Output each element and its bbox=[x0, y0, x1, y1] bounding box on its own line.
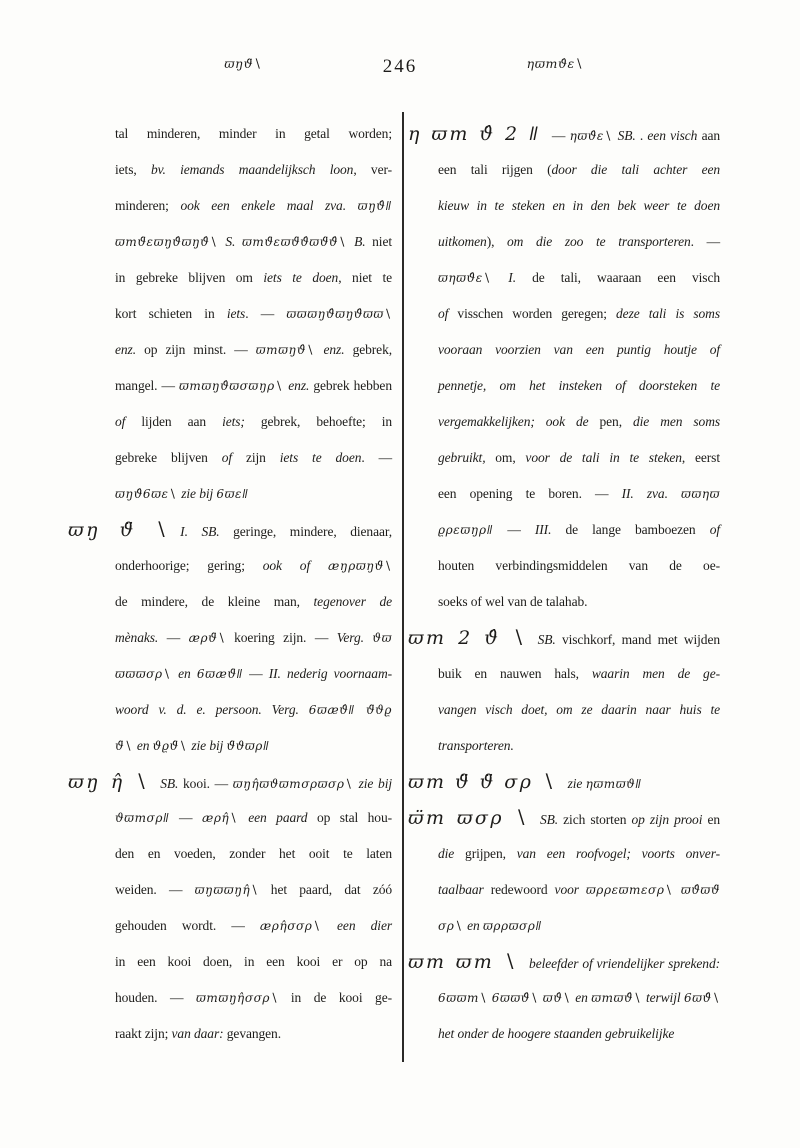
text-line bbox=[438, 908, 720, 944]
text-segment: of bbox=[709, 522, 721, 537]
text-line bbox=[438, 584, 720, 620]
text-line bbox=[115, 404, 392, 440]
javanese-script: ϖŋϑ̂ǁ bbox=[357, 199, 392, 213]
javanese-script: 6ϖæϑ̈ǁ bbox=[196, 667, 244, 681]
text-segment: een dier bbox=[337, 918, 392, 933]
text-segment: iets te doen bbox=[263, 270, 339, 285]
text-segment: onderhoorige; gering; bbox=[115, 558, 263, 573]
text-line bbox=[438, 152, 720, 188]
text-segment: gebruikt, bbox=[438, 450, 486, 465]
text-segment: II. zva. bbox=[621, 486, 682, 501]
javanese-script: ϖŋη̂ϖϑϖmσρϖσρ∖ bbox=[232, 777, 359, 791]
javanese-script: 6ϖϖm∖ 6ϖϖϑ̂∖ ϖϑ̂∖ bbox=[438, 991, 576, 1005]
column-divider-rule bbox=[402, 112, 404, 1062]
text-segment: kieuw in te steken en in den bek weer te doen bbox=[438, 198, 720, 213]
javanese-script: 6ϖεǁ bbox=[216, 487, 249, 501]
text-line bbox=[115, 692, 392, 728]
text-segment: SB. bbox=[539, 812, 559, 827]
entry-headword-javanese: η ϖm ϑ̂ 2 ǁ bbox=[408, 123, 541, 145]
text-segment: soeks of wel van de talahab. bbox=[438, 594, 588, 609]
text-line bbox=[115, 188, 392, 224]
text-segment: of bbox=[221, 450, 233, 465]
text-line bbox=[115, 368, 392, 404]
text-segment: mènaks. bbox=[115, 630, 159, 645]
text-segment: het onder de hoogere staanden gebruikelijke bbox=[438, 1026, 675, 1041]
text-line bbox=[115, 476, 392, 512]
dictionary-entry bbox=[68, 116, 392, 512]
javanese-script: ϱρεϖŋρǁ bbox=[438, 523, 494, 537]
text-segment: ), bbox=[486, 234, 508, 249]
text-segment: lijden aan bbox=[125, 414, 223, 429]
text-segment: — bbox=[169, 810, 202, 825]
text-line bbox=[438, 872, 720, 908]
javanese-script: ϑ̈ϑϖρǁ bbox=[226, 739, 270, 753]
text-segment: — bbox=[551, 128, 570, 143]
text-line bbox=[115, 980, 392, 1016]
text-segment: voor bbox=[554, 882, 586, 897]
javanese-script: ϖϖϖσρ∖ bbox=[115, 667, 179, 681]
javanese-script: ϖŋϖϖŋη̂∖ bbox=[194, 883, 259, 897]
javanese-script: æρϑ̈∖ bbox=[188, 631, 226, 645]
text-line bbox=[438, 296, 720, 332]
text-segment: iets, bbox=[115, 162, 151, 177]
text-segment: houten verbindingsmiddelen van de oe- bbox=[438, 558, 720, 573]
text-segment: op zijn prooi bbox=[631, 812, 703, 827]
text-segment: om die zoo te transporteren bbox=[507, 234, 691, 249]
text-segment: visschen worden geregen; bbox=[448, 306, 617, 321]
text-segment: een opening te boren. — bbox=[438, 486, 622, 501]
text-segment: de mindere, de kleine man, bbox=[115, 594, 314, 609]
dictionary-entry bbox=[68, 512, 392, 764]
text-line bbox=[115, 656, 392, 692]
text-segment: het paard, dat zóó bbox=[258, 882, 393, 897]
text-segment: iets te doen bbox=[279, 450, 362, 465]
text-segment: SB. bbox=[160, 776, 179, 791]
javanese-script: 6ϖϑ̂∖ bbox=[683, 991, 720, 1005]
text-segment: . — bbox=[245, 306, 287, 321]
text-line bbox=[115, 836, 392, 872]
javanese-script: ϖρρεϖmεσρ∖ ϖϑ̂ϖϑ̈ bbox=[585, 883, 720, 897]
text-line bbox=[438, 332, 720, 368]
text-line bbox=[115, 548, 392, 584]
text-segment: ook de bbox=[545, 414, 589, 429]
text-line bbox=[115, 440, 392, 476]
text-segment: en bbox=[136, 738, 153, 753]
text-segment: zie bij bbox=[181, 486, 217, 501]
text-line bbox=[115, 800, 392, 836]
text-segment: een paard bbox=[248, 810, 308, 825]
text-segment: van daar: bbox=[171, 1026, 224, 1041]
javanese-script: ϖϖϖŋϑ̂ϖŋϑ̂ϖϖ∖ bbox=[286, 307, 392, 321]
text-line bbox=[438, 260, 720, 296]
text-segment: een visch bbox=[647, 128, 698, 143]
text-segment: . — bbox=[361, 450, 392, 465]
javanese-script: ϖϖηϖ bbox=[681, 487, 720, 501]
text-line bbox=[115, 872, 392, 908]
text-segment: enz. bbox=[288, 378, 310, 393]
text-segment: minderen; bbox=[115, 198, 181, 213]
text-line bbox=[438, 512, 720, 548]
text-segment: ook of bbox=[262, 558, 328, 573]
text-segment: de tali, waaraan een visch bbox=[515, 270, 720, 285]
text-segment: — bbox=[158, 630, 189, 645]
text-segment: op stal hou- bbox=[307, 810, 392, 825]
text-line bbox=[115, 944, 392, 980]
javanese-script: ϖmϖŋϑ̂ϖσϖŋρ∖ bbox=[179, 379, 289, 393]
text-line bbox=[115, 332, 392, 368]
text-segment: taalbaar bbox=[438, 882, 484, 897]
text-segment: enz. bbox=[323, 342, 345, 357]
text-line bbox=[115, 296, 392, 332]
text-segment: I. bbox=[508, 270, 516, 285]
javanese-script: ϖmϖŋη̂σσρ∖ bbox=[195, 991, 279, 1005]
text-segment: redewoord bbox=[483, 882, 555, 897]
text-segment: niet bbox=[372, 234, 392, 249]
javanese-script: æρη̂∖ bbox=[201, 811, 249, 825]
text-line bbox=[438, 440, 720, 476]
text-segment: in gebreke blijven om bbox=[115, 270, 264, 285]
text-segment: iets; bbox=[222, 414, 245, 429]
dictionary-entry bbox=[408, 116, 720, 620]
text-line bbox=[438, 836, 720, 872]
text-segment: uitkomen bbox=[438, 234, 487, 249]
dictionary-entry bbox=[408, 944, 720, 1052]
text-segment: koering zijn. — bbox=[225, 630, 337, 645]
text-line bbox=[438, 188, 720, 224]
text-segment: , eerst bbox=[681, 450, 720, 465]
javanese-script: ϖmϑ̈εϖŋϑ̂ϖŋϑ̂∖ bbox=[115, 235, 226, 249]
text-segment: in een kooi doen, in een kooi er op na bbox=[115, 954, 392, 969]
text-segment: vergemakkelijken; bbox=[438, 414, 535, 429]
text-segment: enz. bbox=[115, 342, 136, 357]
text-segment: zie bij bbox=[191, 738, 227, 753]
text-line bbox=[438, 692, 720, 728]
text-segment: gebreke blijven bbox=[115, 450, 222, 465]
text-segment: van een roofvogel; voorts onver- bbox=[516, 846, 720, 861]
text-segment: gebrek, behoefte; in bbox=[244, 414, 393, 429]
text-segment: — bbox=[493, 522, 535, 537]
text-line bbox=[115, 1016, 392, 1052]
page-number: 246 bbox=[382, 56, 418, 77]
javanese-script: ηϖmϖϑǁ bbox=[585, 777, 642, 791]
text-segment: B. bbox=[354, 234, 373, 249]
text-line bbox=[438, 476, 720, 512]
text-segment: zich storten bbox=[558, 812, 632, 827]
text-line bbox=[408, 800, 720, 836]
text-segment: III. bbox=[534, 522, 552, 537]
text-segment: houden. — bbox=[115, 990, 196, 1005]
left-text-column bbox=[68, 116, 392, 1052]
text-segment: in de kooi ge- bbox=[278, 990, 392, 1005]
javanese-script: ϑϖmσρǁ bbox=[115, 811, 170, 825]
text-segment: weiden. — bbox=[115, 882, 195, 897]
text-segment: den en voeden, zonder het ooit te laten bbox=[115, 846, 392, 861]
text-segment: deze tali is soms bbox=[616, 306, 720, 321]
text-segment: en bbox=[575, 990, 592, 1005]
javanese-script: σρ∖ bbox=[438, 919, 468, 933]
text-segment: tegenover de bbox=[313, 594, 393, 609]
text-segment: zijn bbox=[232, 450, 280, 465]
text-segment: iets bbox=[226, 306, 246, 321]
text-segment: en bbox=[178, 666, 197, 681]
text-segment: kooi. — bbox=[178, 776, 233, 791]
text-segment: pen, bbox=[588, 414, 633, 429]
text-segment: zie bij bbox=[358, 776, 392, 791]
text-segment: gebrek hebben bbox=[309, 378, 392, 393]
javanese-script: ϑϖ bbox=[372, 631, 392, 645]
text-segment: de lange bamboezen bbox=[551, 522, 710, 537]
entry-headword-javanese: ϖm 2 ϑ̂ ∖ bbox=[408, 627, 527, 649]
javanese-script: ηϖϑ̂ε∖ bbox=[569, 129, 618, 143]
javanese-script: ϖηϖϑ̂ε∖ bbox=[438, 271, 509, 285]
text-segment: SB. bbox=[617, 128, 636, 143]
text-line bbox=[115, 224, 392, 260]
javanese-script: ϖmϑ̈εϖϑ̈ϑ̂ϖϑ̈ϑ̂∖ bbox=[241, 235, 355, 249]
entry-headword-javanese: ϖm ϖm ∖ bbox=[408, 951, 519, 973]
text-segment: vangen visch doet, om ze daarin naar huis te bbox=[438, 702, 720, 717]
text-segment: die men soms bbox=[633, 414, 720, 429]
text-line bbox=[438, 548, 720, 584]
right-text-column bbox=[408, 116, 720, 1052]
text-segment: S. bbox=[225, 234, 242, 249]
entry-headword-javanese: ϖm ϑ̈ ϑ̈ σρ ∖ bbox=[408, 771, 557, 793]
header-catchword-left-javanese: ϖŋϑ̈∖ bbox=[224, 56, 262, 71]
text-line bbox=[408, 764, 720, 800]
text-line bbox=[408, 944, 720, 980]
text-line bbox=[438, 728, 720, 764]
text-segment: en bbox=[467, 918, 483, 933]
text-segment: een tali rijgen ( bbox=[438, 162, 552, 177]
text-segment: ook een enkele maal zva. bbox=[180, 198, 358, 213]
text-line bbox=[68, 764, 392, 800]
dictionary-entry bbox=[408, 800, 720, 944]
text-segment: vooraan voorzien van een puntig houtje of bbox=[438, 342, 720, 357]
text-line bbox=[115, 116, 392, 152]
dictionary-entry bbox=[68, 764, 392, 1052]
text-line bbox=[408, 620, 720, 656]
text-segment: gevangen. bbox=[223, 1026, 281, 1041]
header-catchword-right-javanese: ηϖmϑ̂ε∖ bbox=[526, 56, 584, 71]
javanese-script: ϑϱϑ̈∖ bbox=[152, 739, 192, 753]
text-segment: kort schieten in bbox=[115, 306, 227, 321]
text-segment: , ver- bbox=[353, 162, 392, 177]
text-line bbox=[438, 1016, 720, 1052]
text-line bbox=[438, 368, 720, 404]
text-segment: bv. iemands maandelijksch loon bbox=[150, 162, 354, 177]
text-segment: . bbox=[635, 128, 648, 143]
javanese-script: æρη̂σσρ∖ bbox=[259, 919, 338, 933]
text-segment: SB. bbox=[537, 632, 556, 647]
entry-headword-javanese: ϖŋ η̂ ∖ bbox=[68, 771, 150, 793]
text-segment: vischkorf, mand met wijden bbox=[555, 632, 720, 647]
entry-headword-javanese: ϖ̈m ϖσρ ∖ bbox=[408, 807, 529, 829]
text-segment: gehouden wordt. — bbox=[115, 918, 260, 933]
text-line bbox=[115, 152, 392, 188]
dictionary-entry bbox=[408, 620, 720, 764]
dictionary-entry bbox=[408, 764, 720, 800]
text-line bbox=[115, 260, 392, 296]
javanese-script: æŋρϖŋϑ̈∖ bbox=[328, 559, 392, 573]
text-line bbox=[115, 908, 392, 944]
entry-headword-javanese: ϖŋ ϑ̈ ∖ bbox=[68, 519, 170, 541]
javanese-script: 6ϖæϑ̂ǁ ϑ̈ϑϱ bbox=[308, 703, 393, 717]
text-segment: I. SB. bbox=[180, 524, 220, 539]
javanese-script: ϖρρϖσρǁ bbox=[482, 919, 542, 933]
text-line bbox=[438, 980, 720, 1016]
text-line bbox=[438, 404, 720, 440]
text-line bbox=[408, 116, 720, 152]
text-segment: of bbox=[115, 414, 126, 429]
text-segment: tal minderen, minder in getal worden; bbox=[115, 126, 392, 141]
text-segment: grijpen, bbox=[454, 846, 517, 861]
text-segment: buik en nauwen hals, bbox=[438, 666, 592, 681]
text-segment: raakt zijn; bbox=[115, 1026, 172, 1041]
text-line bbox=[438, 656, 720, 692]
text-segment: waarin men de ge- bbox=[591, 666, 720, 681]
text-segment: pennetje, om het insteken of doorsteken te bbox=[438, 378, 720, 393]
text-segment: op zijn minst. — bbox=[135, 342, 256, 357]
javanese-script: ϑ̈∖ bbox=[115, 739, 137, 753]
text-segment: geringe, mindere, dienaar, bbox=[219, 524, 392, 539]
text-segment: aan bbox=[697, 128, 720, 143]
text-segment: , niet te bbox=[338, 270, 392, 285]
text-segment bbox=[535, 414, 546, 429]
text-segment: voor de tali in te steken bbox=[525, 450, 682, 465]
text-segment: gebrek, bbox=[344, 342, 392, 357]
text-segment: die bbox=[438, 846, 455, 861]
text-segment: . — bbox=[690, 234, 720, 249]
text-segment: — bbox=[243, 666, 269, 681]
text-segment: transporteren. bbox=[438, 738, 514, 753]
text-segment: zie bbox=[567, 776, 586, 791]
text-segment: terwijl bbox=[645, 990, 684, 1005]
text-segment: Verg. bbox=[336, 630, 373, 645]
text-segment: beleefder of vriendelijker sprekend: bbox=[529, 956, 720, 971]
text-segment: om, bbox=[485, 450, 526, 465]
text-line bbox=[68, 512, 392, 548]
javanese-script: ϖmϖŋϑ̂∖ bbox=[255, 343, 324, 357]
javanese-script: ϖŋϑ̂6ϖε∖ bbox=[115, 487, 182, 501]
javanese-script: ϖmϖϑ̂∖ bbox=[591, 991, 646, 1005]
text-line bbox=[115, 620, 392, 656]
text-segment: of bbox=[438, 306, 449, 321]
text-line bbox=[115, 728, 392, 764]
text-line bbox=[438, 224, 720, 260]
text-segment: door die tali achter een bbox=[551, 162, 720, 177]
text-line bbox=[115, 584, 392, 620]
text-segment: woord v. d. e. persoon. Verg. bbox=[115, 702, 309, 717]
text-segment: mangel. — bbox=[115, 378, 179, 393]
text-segment: en bbox=[702, 812, 720, 827]
text-segment: II. nederig voornaam- bbox=[268, 666, 393, 681]
